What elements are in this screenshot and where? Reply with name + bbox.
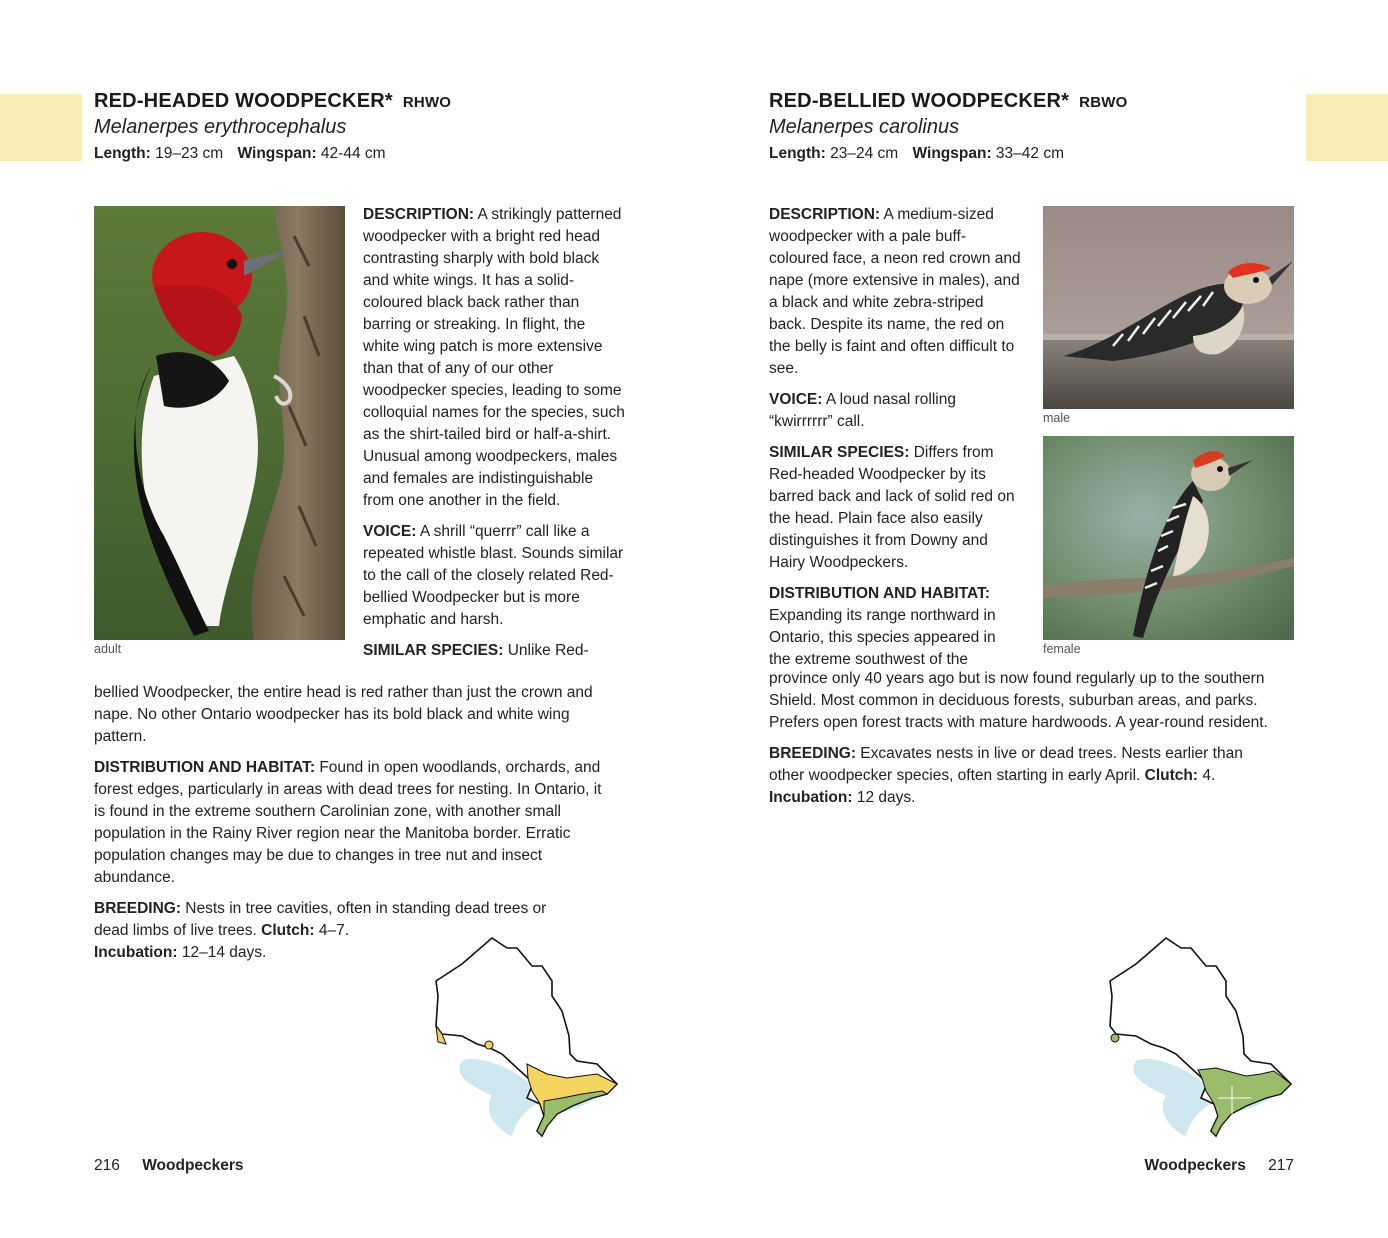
right-distribution-start: [769, 583, 1021, 671]
right-photo2-caption: female: [1043, 642, 1081, 656]
left-wingspan-value: 42-44 cm: [320, 145, 386, 162]
left-scientific-name: Melanerpes erythrocephalus: [94, 116, 347, 138]
right-scientific-name: Melanerpes carolinus: [769, 116, 960, 138]
left-description-label: DESCRIPTION:: [363, 206, 475, 223]
right-distribution-cont: province only 40 years ago but is now found regularly up to the southern Shield. Most common in deciduous forests, suburban areas, and parks. Prefers open forest tracts with mature hardwoods. A year-round resident.: [769, 670, 1268, 731]
left-breeding-label: BREEDING:: [94, 900, 181, 917]
right-breeding-label: BREEDING:: [769, 745, 856, 762]
right-text-column: [769, 204, 1021, 671]
right-breeding: [769, 743, 1259, 809]
right-length-value: 23–24 cm: [830, 145, 899, 162]
left-voice-label: VOICE:: [363, 523, 417, 540]
right-description-label: DESCRIPTION:: [769, 206, 881, 223]
left-species-code: RHWO: [402, 94, 452, 111]
right-voice-text: A loud nasal rolling “kwirrrrrr” call.: [769, 391, 956, 430]
left-measurements: [94, 145, 386, 163]
right-wingspan-label: Wingspan:: [912, 145, 992, 162]
left-species-title: [94, 90, 451, 113]
right-text-full: [769, 668, 1301, 809]
left-breeding-text: Nests in tree cavities, often in standing dead trees or dead limbs of live trees.: [94, 900, 547, 939]
right-measurements: [769, 145, 1064, 163]
right-species-code: RBWO: [1079, 94, 1128, 111]
left-distribution: [94, 757, 616, 889]
left-description: [363, 204, 625, 512]
right-incubation-label: Incubation:: [769, 789, 853, 806]
right-range-map: [1106, 936, 1296, 1142]
left-text-column: [363, 204, 625, 662]
left-page-number: 216: [94, 1157, 120, 1174]
left-common-name: RED-HEADED WOODPECKER*: [94, 90, 393, 112]
red-bellied-male-photo: [1043, 206, 1294, 409]
left-photo-caption: adult: [94, 642, 122, 656]
right-voice: [769, 389, 1021, 433]
right-section-name: Woodpeckers: [1144, 1157, 1246, 1174]
left-similar-species-start: [363, 640, 625, 662]
right-common-name: RED-BELLIED WOODPECKER*: [769, 90, 1070, 112]
right-description: [769, 204, 1021, 380]
left-incubation-value: 12–14 days.: [181, 944, 267, 961]
right-description-text: A medium-sized woodpecker with a pale buff-coloured face, a neon red crown and nape (more extensive in males), and a black and white zebra-striped back. Despite its name, the red on the belly is faint and often difficult to see.: [769, 206, 1021, 377]
left-clutch-value: 4–7.: [318, 922, 350, 939]
left-section-name: Woodpeckers: [142, 1157, 244, 1174]
right-distribution-text-1: Expanding its range northward in Ontario, this species appeared in the extreme southwest of the: [769, 607, 996, 668]
left-length-label: Length:: [94, 145, 151, 162]
right-page-number: 217: [1268, 1157, 1294, 1174]
right-species-title: [769, 90, 1127, 113]
left-description-text: A strikingly patterned woodpecker with a bright red head contrasting sharply with bold black and white wings. It has a solid-coloured black back rather than barring or streaking. In flight, the white wing patch is more extensive than that of any of our other woodpecker species, leading to some colloquial names for the species, such as the shirt-tailed bird or half-a-shirt. Unusual among woodpeckers, males and females are indistinguishable from one another in the field.: [363, 206, 625, 509]
left-range-map: [432, 936, 622, 1142]
right-photo1-caption: male: [1043, 411, 1071, 425]
left-incubation-label: Incubation:: [94, 944, 178, 961]
right-incubation-value: 12 days.: [856, 789, 916, 806]
left-distribution-label: DISTRIBUTION AND HABITAT:: [94, 759, 315, 776]
red-headed-woodpecker-photo: [94, 206, 345, 640]
left-similar-text-1: Unlike Red-: [507, 642, 589, 659]
right-similar-text: Differs from Red-headed Woodpecker by its barred back and lack of solid red on the head. Plain face also easily distinguishes it from Downy and Hairy Woodpeckers.: [769, 444, 1015, 571]
left-text-full: [94, 682, 616, 964]
right-voice-label: VOICE:: [769, 391, 823, 408]
right-clutch-label: Clutch:: [1144, 767, 1199, 784]
left-voice: [363, 521, 625, 631]
left-similar-label: SIMILAR SPECIES:: [363, 642, 504, 659]
right-footer: [1144, 1157, 1294, 1175]
right-breeding-text: Excavates nests in live or dead trees. Nests earlier than other woodpecker species, often starting in early April.: [769, 745, 1243, 784]
right-clutch-value: 4.: [1202, 767, 1216, 784]
right-similar-label: SIMILAR SPECIES:: [769, 444, 910, 461]
left-footer: [94, 1157, 244, 1175]
left-length-value: 19–23 cm: [155, 145, 224, 162]
left-distribution-text: Found in open woodlands, orchards, and forest edges, particularly in areas with dead trees for nesting. In Ontario, it is found in the extreme southern Carolinian zone, with another small population in the Rainy River region near the Manitoba border. Erratic population changes may be due to changes in tree nut and insect abundance.: [94, 759, 602, 886]
left-similar-species-cont: bellied Woodpecker, the entire head is red rather than just the crown and nape. No other Ontario woodpecker has its bold black and white wing pattern.: [94, 684, 593, 745]
left-voice-text: A shrill “querrr” call like a repeated whistle blast. Sounds similar to the call of the closely related Red-bellied Woodpecker but is more emphatic and harsh.: [363, 523, 624, 628]
thumb-tab-right: [1306, 94, 1388, 161]
red-bellied-female-photo: [1043, 436, 1294, 640]
right-distribution-label: DISTRIBUTION AND HABITAT:: [769, 585, 990, 602]
right-length-label: Length:: [769, 145, 826, 162]
left-clutch-label: Clutch:: [261, 922, 315, 939]
right-similar-species: [769, 442, 1021, 574]
thumb-tab-left: [0, 94, 82, 161]
left-wingspan-label: Wingspan:: [237, 145, 317, 162]
right-wingspan-value: 33–42 cm: [995, 145, 1064, 162]
